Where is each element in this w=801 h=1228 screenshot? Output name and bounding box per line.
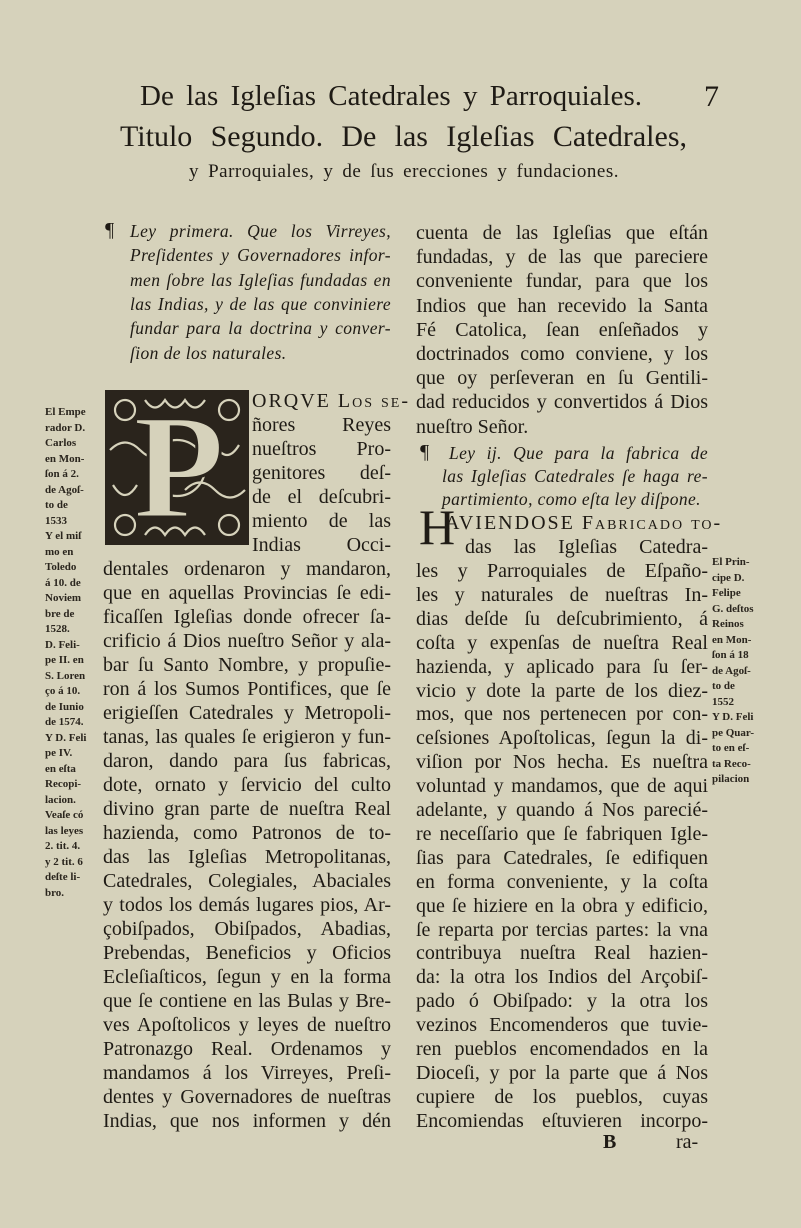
margin-note-line: en Mon- bbox=[712, 633, 752, 646]
body-line: dentales ordenaron y mandaron, bbox=[103, 558, 391, 580]
margin-note-line: lacion. bbox=[45, 793, 76, 806]
body-line: ves Apoſtolicos y leyes de nueſtro bbox=[103, 1014, 391, 1036]
margin-note-line: en eſta bbox=[45, 762, 76, 775]
margin-note-line: pe IV. bbox=[45, 747, 73, 759]
margin-note-line: pe Quar- bbox=[712, 726, 755, 739]
body-line: ficaſſen Igleſias donde ofrecer ſa- bbox=[103, 606, 391, 628]
margin-note-line: to de bbox=[712, 680, 735, 692]
body-line: cuenta de las Igleſias que eſtán bbox=[416, 222, 708, 244]
body-line: conveniente fundar, para que los bbox=[416, 270, 708, 293]
pilcrow-icon: ¶ bbox=[419, 441, 430, 463]
body-line: Patronazgo Real. Ordenamos y bbox=[103, 1038, 391, 1060]
margin-note-line: 1533 bbox=[45, 514, 67, 527]
margin-note-line: Reinos bbox=[712, 618, 744, 630]
body-line: re neceſſario que ſe fabriquen Igle- bbox=[416, 822, 708, 845]
body-line: Indias, que nos informen y dén bbox=[103, 1110, 391, 1132]
margin-note-line: El Empe bbox=[45, 406, 86, 418]
body-line: das las Igleſias Catedra- bbox=[465, 536, 708, 558]
body-line: cupiere de los pueblos, cuyas bbox=[416, 1085, 708, 1108]
margin-note-line: las leyes bbox=[45, 824, 84, 837]
margin-note-line: 2. tit. 4. bbox=[45, 840, 81, 852]
margin-note-line: Y D. Feli bbox=[45, 731, 87, 744]
law-heading-line: partimiento, como eſta ley diſpone. bbox=[442, 489, 701, 509]
body-line: dote, ornato y ſervicio del culto bbox=[103, 774, 391, 796]
margin-note-line: Y el miſ bbox=[45, 530, 82, 542]
body-line: tanas, las quales ſe erigieron y fun- bbox=[103, 726, 391, 748]
body-line: que oy perſeveran en ſu Gentili- bbox=[416, 367, 708, 390]
margin-note-line: mo en bbox=[45, 545, 74, 558]
body-line: daron, dando para ſus fabricas, bbox=[103, 750, 391, 772]
body-line: bar ſu Santo Nombre, y propuſie- bbox=[103, 654, 391, 676]
law-heading-line: fundar para la doctrina y conver- bbox=[130, 318, 391, 339]
law-heading-line: las Indias, y de las que conviniere bbox=[130, 293, 391, 314]
margin-note-line: de 1574. bbox=[45, 716, 84, 728]
body-line: crificio á Dios nueſtro Señor y ala- bbox=[103, 630, 391, 652]
law-heading-line: ſion de los naturales. bbox=[130, 342, 287, 363]
body-line: genitores deſ- bbox=[252, 462, 391, 484]
catchword: ra- bbox=[676, 1131, 699, 1153]
body-line: Fé Catolica, ſean enſeñados y bbox=[416, 318, 708, 341]
chapter-subtitle: y Parroquiales, y de ſus erecciones y fundaciones. bbox=[189, 161, 619, 182]
body-line: das las Igleſias Metropolitanas, bbox=[103, 846, 391, 868]
margin-note-line: bro. bbox=[45, 886, 65, 899]
margin-note-line: deſte li- bbox=[45, 871, 81, 883]
margin-note-line: de Agoſ- bbox=[45, 483, 84, 496]
body-line: ceſsiones Apoſtolicas, ſegun la di- bbox=[416, 727, 708, 750]
body-line: çobiſpados, Obiſpados, Abadias, bbox=[103, 918, 391, 940]
body-line: les y Parroquiales de Eſpaño- bbox=[416, 560, 708, 582]
margin-note-line: Felipe bbox=[712, 587, 741, 599]
body-line: ron á los Sumos Pontifices, que ſe bbox=[103, 678, 391, 700]
body-line: vicio y dote la parte de los diez- bbox=[416, 679, 708, 702]
law-heading-line: men ſobre las Igleſias fundadas en bbox=[130, 269, 391, 290]
margin-note-line: y 2 tit. 6 bbox=[45, 855, 83, 868]
signature-mark: B bbox=[603, 1131, 617, 1153]
margin-note-line: en Mon- bbox=[45, 452, 85, 465]
body-line: contribuya nueſtra Real hazien- bbox=[416, 942, 708, 965]
margin-note-line: Toledo bbox=[45, 561, 77, 573]
body-line: mandamos á los Virreyes, Preſi- bbox=[103, 1062, 391, 1084]
margin-note-line: pe II. en bbox=[45, 654, 84, 666]
page-number: 7 bbox=[704, 80, 719, 113]
body-line: miento de las bbox=[252, 510, 391, 532]
running-title: De las Igleſias Catedrales y Parroquiales. bbox=[140, 80, 642, 112]
body-line: ſias para Catedrales, ſe edifiquen bbox=[416, 846, 708, 869]
body-line: Catedrales, Colegiales, Abaciales bbox=[103, 870, 391, 892]
pilcrow-icon: ¶ bbox=[104, 219, 115, 241]
body-line: doctrinados como conviene, y los bbox=[416, 343, 708, 365]
body-line: ſe reparta por tercias partes: la vna bbox=[416, 918, 708, 941]
law-heading-line: Ley ij. Que para la fabrica de bbox=[449, 443, 708, 463]
body-line: que en aquellas Provincias ſe edi- bbox=[103, 582, 391, 604]
body-line: en forma conveniente, y la coſta bbox=[416, 870, 708, 893]
margin-note-line: 1552 bbox=[712, 695, 734, 708]
drop-cap-letter: H bbox=[419, 499, 456, 555]
margin-note-line: rador D. bbox=[45, 421, 86, 434]
margin-note-line: to en eſ- bbox=[712, 742, 750, 754]
body-line: dentes y Governadores de nueſtras bbox=[103, 1086, 391, 1108]
body-line: viſion por Nos hecha. Es nueſtra bbox=[416, 751, 708, 774]
body-line: Indias Occi- bbox=[252, 534, 391, 556]
margin-note-line: El Prin- bbox=[712, 556, 750, 568]
body-line: les y naturales de nueſtras In- bbox=[416, 583, 708, 606]
body-line: Indios que han recevido la Santa bbox=[416, 294, 708, 317]
body-line: que ſe contiene en las Bulas y Bre- bbox=[103, 990, 391, 1012]
margin-note-line: de Iunio bbox=[45, 700, 84, 713]
initial-letter: P bbox=[133, 384, 225, 550]
body-line: divino gran parte de nueſtra Real bbox=[103, 798, 391, 820]
margin-note-line: ſon á 2. bbox=[45, 468, 79, 480]
body-line: ORQVE Los ſe- bbox=[252, 390, 410, 412]
margin-note-line: á 10. de bbox=[45, 576, 81, 589]
body-line: Dioceſi, y por la parte que á Nos bbox=[416, 1061, 708, 1084]
body-line: AVIENDOSE Fabricado to- bbox=[445, 512, 723, 534]
body-line: pado ó Obiſpado: y la otra los bbox=[416, 990, 708, 1013]
body-line: dad reducidos y convertidos á Dios bbox=[416, 391, 708, 414]
law-heading-line: Preſidentes y Governadores infor- bbox=[130, 245, 391, 266]
margin-note-line: cipe D. bbox=[712, 571, 745, 584]
body-line: que ſe hiziere en la obra y edificio, bbox=[416, 894, 708, 917]
body-line: Encomiendas eſtuvieren incorpo- bbox=[416, 1109, 708, 1132]
body-line: voluntad y mandamos, que de aqui bbox=[416, 775, 708, 798]
margin-note-line: ta Reco- bbox=[712, 757, 751, 770]
body-line: y todos los demás lugares pios, Ar- bbox=[103, 894, 391, 916]
law-heading-line: las Igleſias Catedrales ſe haga re- bbox=[442, 466, 708, 486]
body-line: nueſtro Señor. bbox=[416, 415, 529, 438]
body-line: Prebendas, Beneficios y Oficios bbox=[103, 942, 391, 964]
margin-note-line: ço á 10. bbox=[45, 685, 81, 697]
margin-note-line: bre de bbox=[45, 607, 75, 620]
margin-note-line: to de bbox=[45, 499, 68, 511]
body-line: dias deſde ſu deſcubrimiento, á bbox=[416, 607, 708, 630]
body-line: de el deſcubri- bbox=[252, 486, 391, 508]
body-line: Ecleſiaſticos, ſegun y en la forma bbox=[103, 966, 391, 988]
body-line: erigieſſen Catedrales y Metropoli- bbox=[103, 702, 391, 724]
margin-note-line: Recopi- bbox=[45, 778, 82, 790]
body-line: da: la otra los Indios del Arçobiſ- bbox=[416, 966, 708, 989]
body-line: vezinos Encomenderos que tuvie- bbox=[416, 1014, 708, 1037]
body-line: ren pueblos encomendados en la bbox=[416, 1038, 708, 1060]
margin-note-line: Carlos bbox=[45, 437, 77, 449]
chapter-title: Titulo Segundo. De las Igleſias Catedrales, bbox=[120, 120, 687, 153]
margin-note-line: D. Feli- bbox=[45, 638, 80, 651]
law-heading-line: Ley primera. Que los Virreyes, bbox=[130, 221, 391, 241]
body-line: nueſtros Pro- bbox=[252, 438, 391, 460]
body-line: mos, que nos pertenecen por con- bbox=[416, 703, 708, 726]
body-line: adelante, y quando á Nos parecié- bbox=[416, 799, 708, 821]
margin-note-line: de Agoſ- bbox=[712, 664, 751, 677]
body-line: coſta y expenſas de nueſtra Real bbox=[416, 631, 708, 654]
margin-note-line: 1528. bbox=[45, 623, 70, 635]
margin-note-line: Veaſe có bbox=[45, 809, 84, 821]
body-line: hazienda, como Patronos de to- bbox=[103, 822, 391, 844]
margin-note-line: G. deſtos bbox=[712, 602, 754, 615]
margin-note-line: Noviem bbox=[45, 592, 82, 604]
margin-note-line: S. Loren bbox=[45, 669, 86, 682]
margin-note-line: Y D. Feli bbox=[712, 711, 754, 723]
body-line: ñores Reyes bbox=[252, 414, 391, 436]
body-line: hazienda, y aplicado para ſu ſer- bbox=[416, 655, 708, 678]
margin-note-line: pilacion bbox=[712, 773, 750, 785]
body-line: fundadas, y de las que pareciere bbox=[416, 246, 708, 269]
margin-note-line: ſon á 18 bbox=[712, 649, 749, 661]
decorated-initial bbox=[105, 384, 249, 550]
